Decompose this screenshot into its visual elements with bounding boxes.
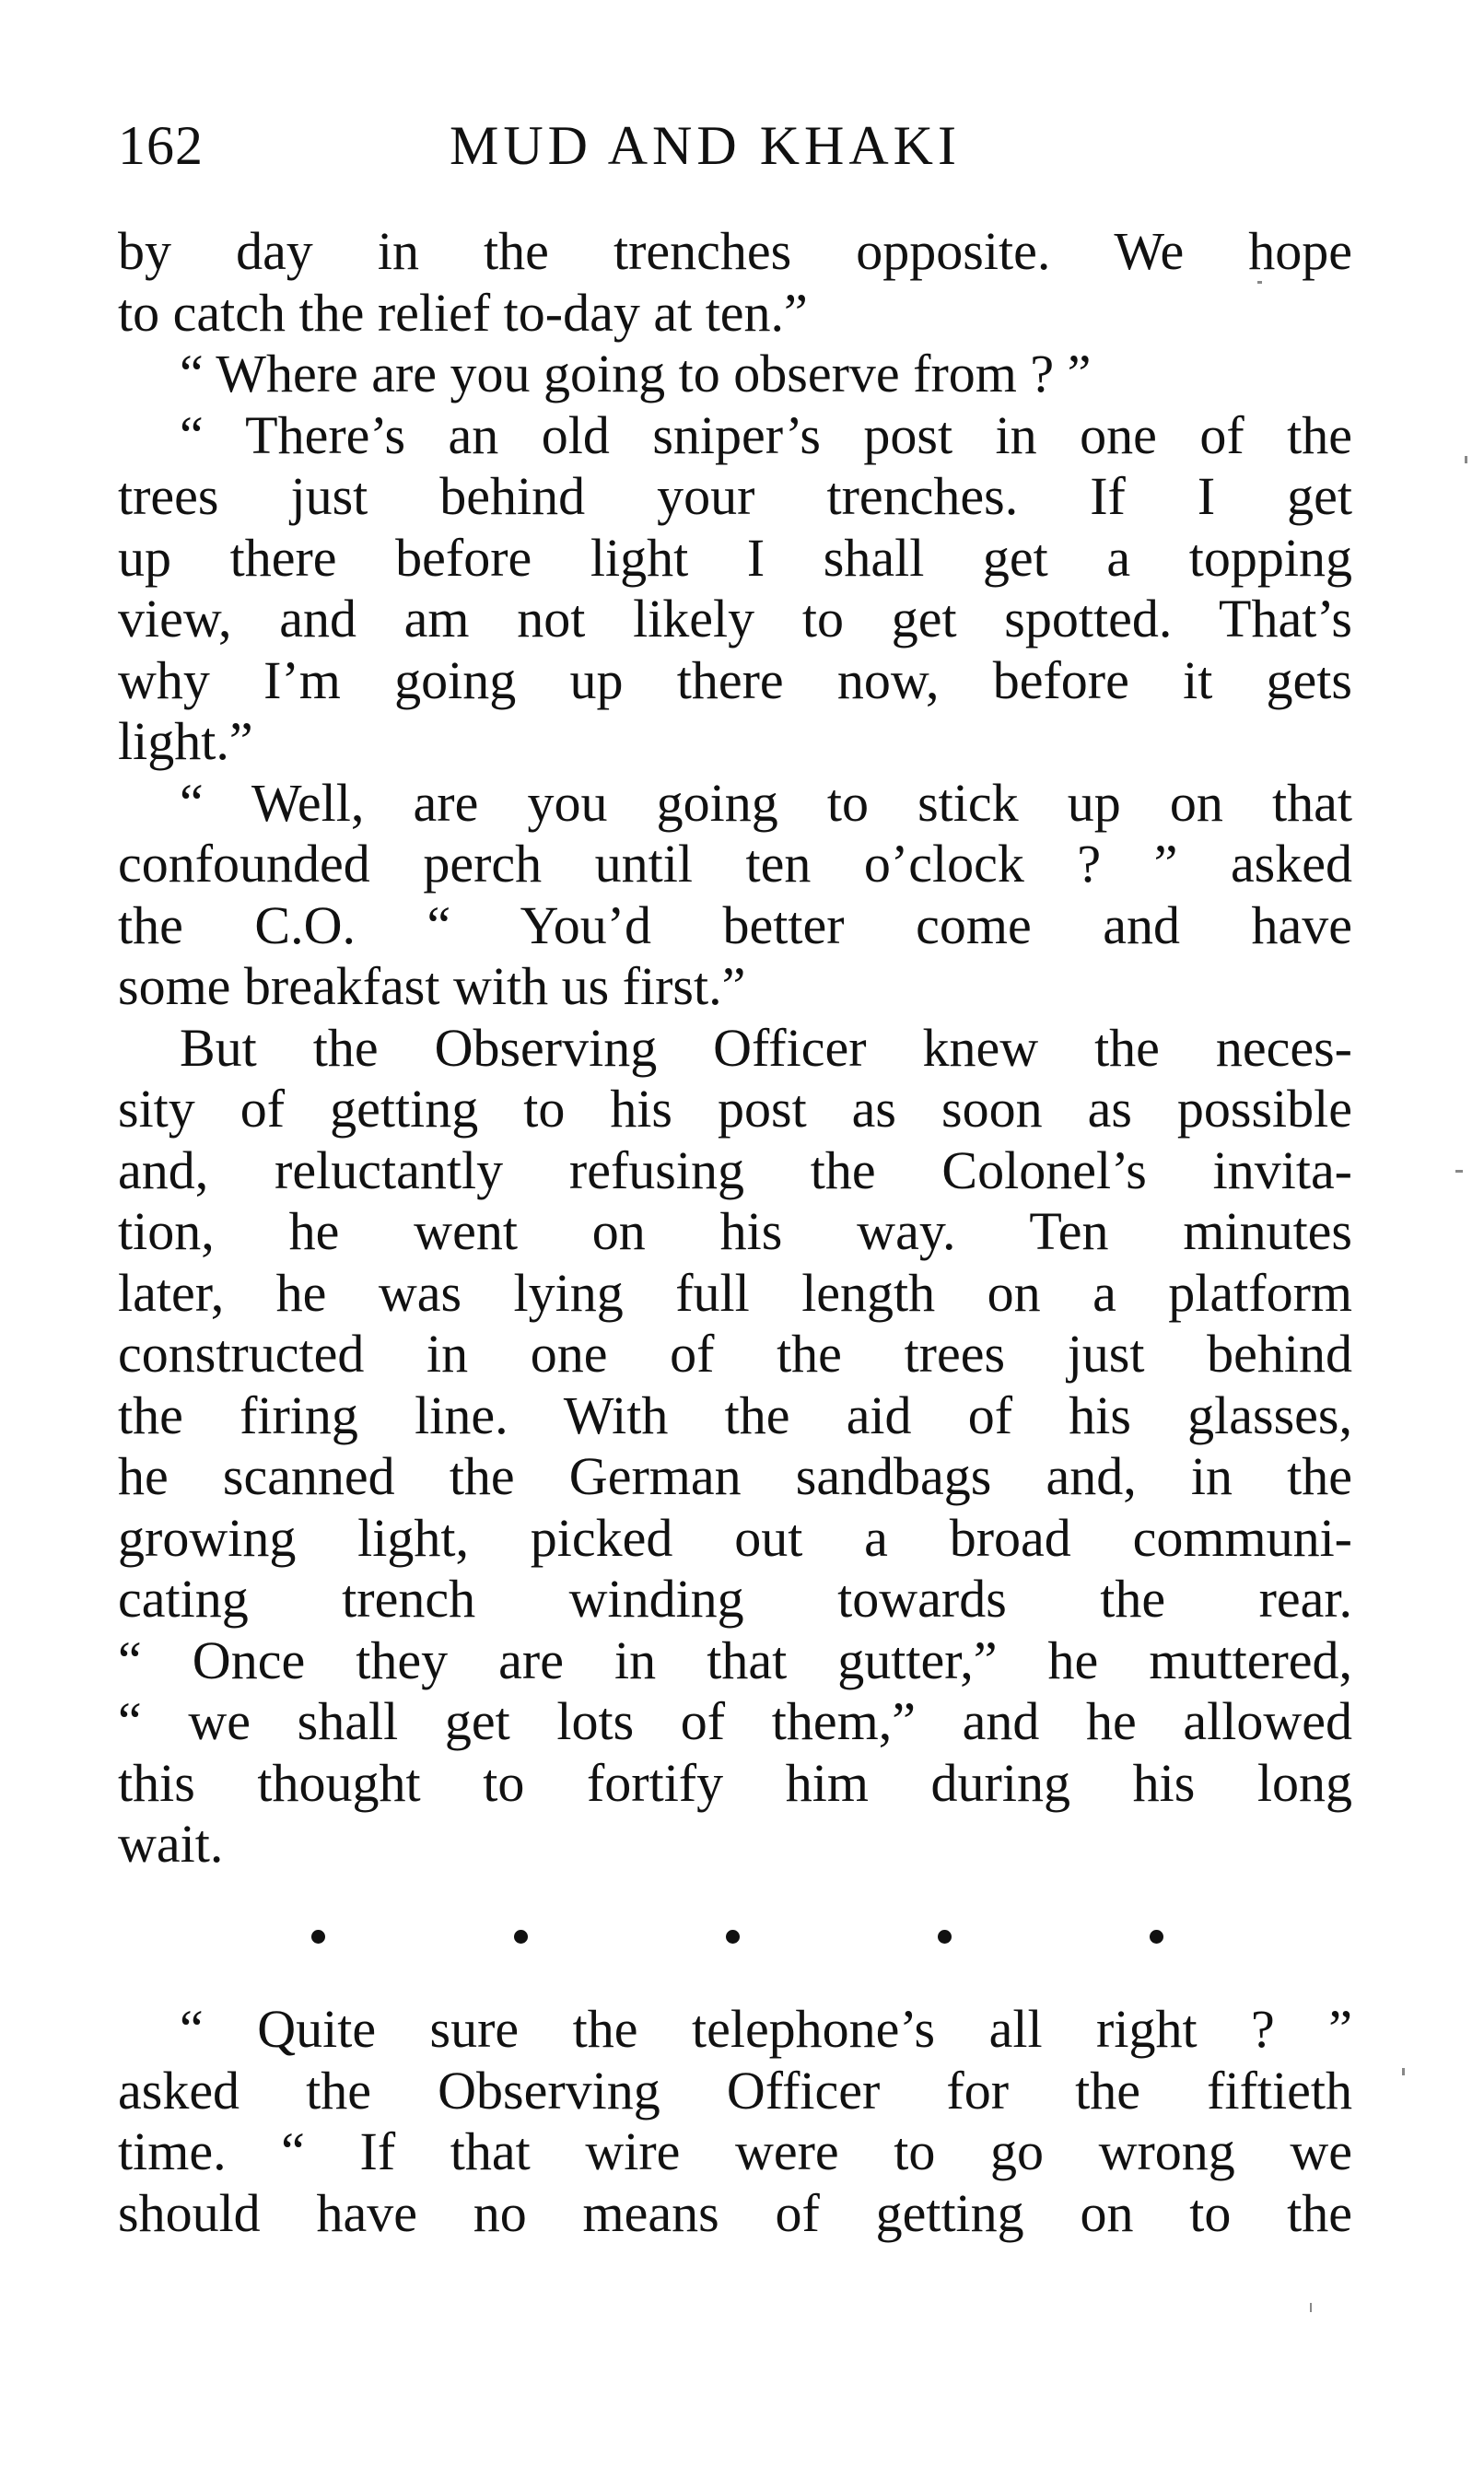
section-break-dot bbox=[1150, 1930, 1163, 1944]
scan-speck bbox=[1402, 2068, 1405, 2075]
text-line: he scanned the German sandbags and, in the bbox=[118, 1446, 1352, 1506]
scan-speck bbox=[1465, 456, 1467, 463]
text-line: up there before light I shall get a topping bbox=[118, 527, 1352, 588]
section-break-dot bbox=[311, 1930, 325, 1944]
text-line: why I’m going up there now, before it gets bbox=[118, 649, 1352, 710]
scan-speck bbox=[1455, 1170, 1463, 1173]
text-line: “ we shall get lots of them,” and he allowed bbox=[118, 1691, 1352, 1751]
text-line: and, reluctantly refusing the Colonel’s invita- bbox=[118, 1139, 1352, 1200]
text-line: But the Observing Officer knew the neces- bbox=[180, 1017, 1352, 1078]
text-line: the firing line. With the aid of his glasses, bbox=[118, 1385, 1352, 1445]
section-break-dot bbox=[938, 1930, 952, 1944]
text-line: growing light, picked out a broad communi- bbox=[118, 1507, 1352, 1568]
text-line: “ Quite sure the telephone’s all right ? ” bbox=[180, 1999, 1352, 2059]
body-text bbox=[118, 221, 1352, 1875]
text-line: view, and am not likely to get spotted. That’s bbox=[118, 589, 1352, 648]
text-line: wait. bbox=[118, 1814, 224, 1874]
page-header bbox=[118, 109, 1352, 182]
text-line: later, he was lying full length on a platform bbox=[118, 1262, 1352, 1323]
text-line: time. “ If that wire were to go wrong we bbox=[118, 2121, 1352, 2181]
text-line: should have no means of getting on to the bbox=[118, 2182, 1352, 2243]
body-text-continued bbox=[118, 1999, 1352, 2244]
scan-speck bbox=[1310, 2303, 1312, 2312]
text-line: to catch the relief to-day at ten.” bbox=[118, 282, 808, 343]
text-line: “ Well, are you going to stick up on that bbox=[180, 772, 1352, 833]
text-line: cating trench winding towards the rear. bbox=[118, 1569, 1352, 1629]
text-line: by day in the trenches opposite. We hope bbox=[118, 221, 1352, 281]
text-line: some breakfast with us first.” bbox=[118, 956, 746, 1016]
section-break bbox=[118, 1921, 1352, 1957]
text-line: asked the Observing Officer for the fiftieth bbox=[118, 2060, 1352, 2121]
section-break-dot bbox=[514, 1930, 528, 1944]
text-line: “ Where are you going to observe from ? ” bbox=[180, 344, 1092, 403]
text-line: confounded perch until ten o’clock ? ” asked bbox=[118, 834, 1352, 894]
page-number: 162 bbox=[118, 115, 204, 176]
text-line: sity of getting to his post as soon as possible bbox=[118, 1079, 1352, 1139]
text-line: “ There’s an old sniper’s post in one of the bbox=[180, 404, 1352, 465]
text-line: the C.O. “ You’d better come and have bbox=[118, 894, 1352, 955]
text-line: “ Once they are in that gutter,” he muttered, bbox=[118, 1630, 1352, 1690]
section-break-dot bbox=[726, 1930, 740, 1944]
running-head: MUD AND KHAKI bbox=[450, 115, 961, 176]
scan-speck bbox=[1257, 281, 1262, 284]
text-line: constructed in one of the trees just behind bbox=[118, 1324, 1352, 1384]
text-line: tion, he went on his way. Ten minutes bbox=[118, 1201, 1352, 1261]
text-line: light.” bbox=[118, 711, 253, 771]
text-line: trees just behind your trenches. If I get bbox=[118, 466, 1352, 526]
text-line: this thought to fortify him during his long bbox=[118, 1752, 1352, 1813]
